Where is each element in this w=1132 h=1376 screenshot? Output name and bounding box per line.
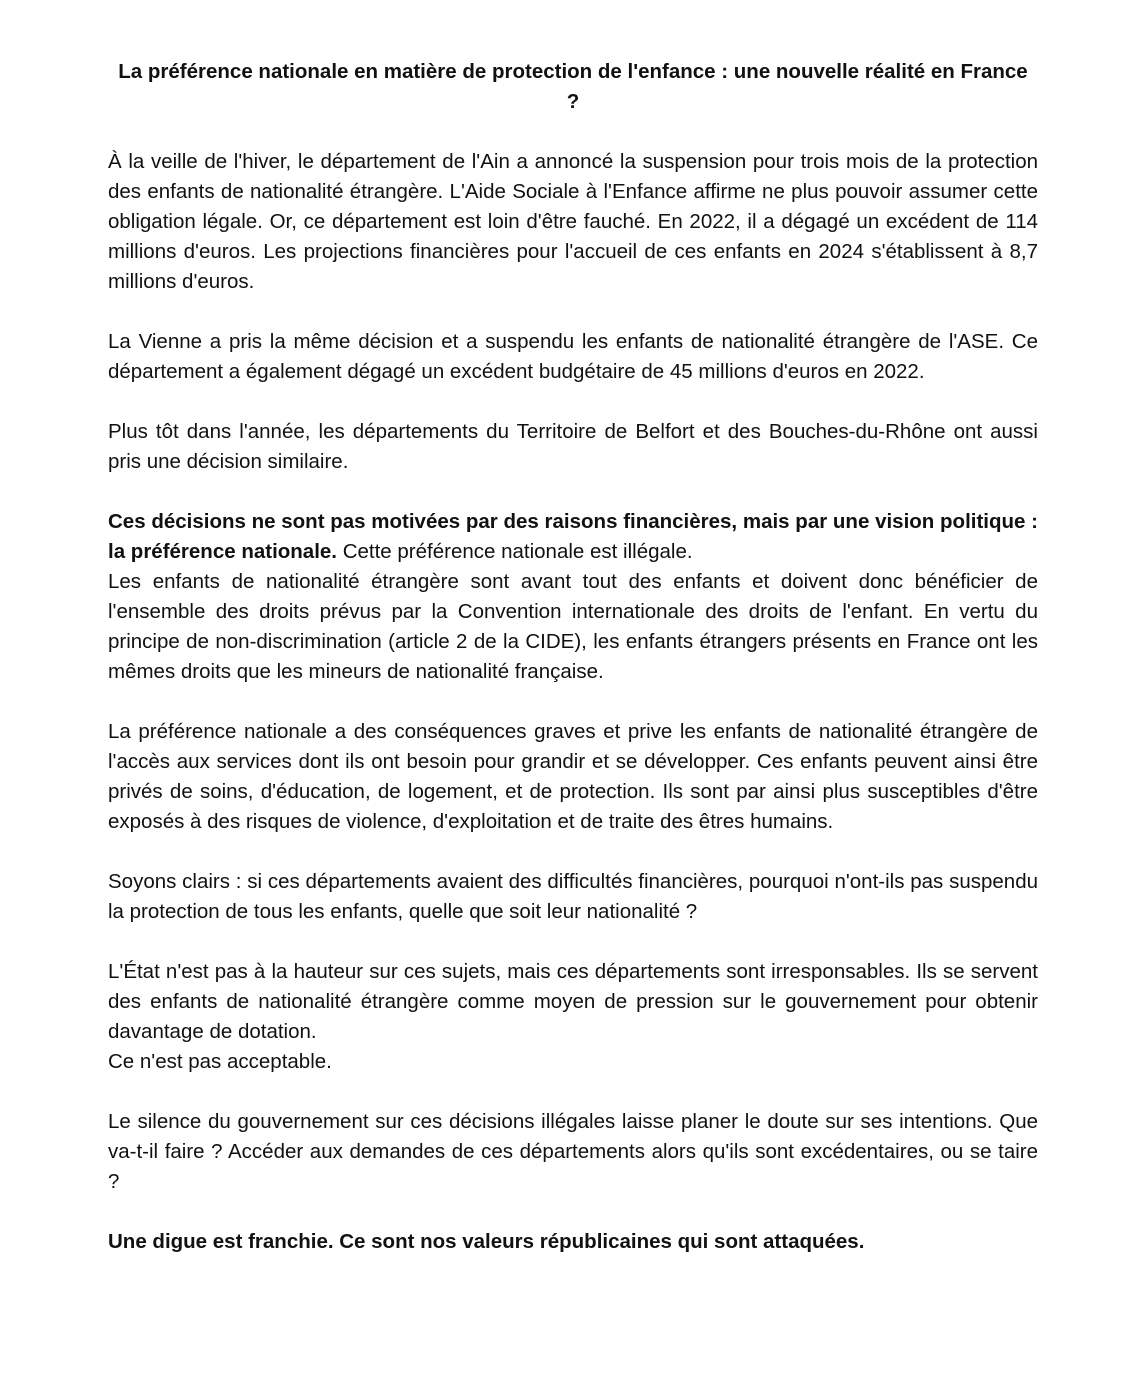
paragraph-consequences: La préférence nationale a des conséquences graves et prive les enfants de nationalité étrangère de l'accès aux services dont ils ont besoin pour grandir et se développer. Ces enfants peuvent ainsi être privés de soins, d'éducation, de logement, et de protection. Ils sont par ainsi plus susceptibles d'être exposés à des risques de violence, d'exploitation et de traite des êtres humains. bbox=[108, 720, 1038, 833]
normal-statement: Cette préférence nationale est illégale. bbox=[337, 540, 693, 563]
paragraph-etat bbox=[108, 957, 1038, 1077]
paragraph-silence: Le silence du gouvernement sur ces décisions illégales laisse planer le doute sur ses intentions. Que va-t-il faire ? Accéder aux demandes de ces départements alors qu'ils sont excédentaires, ou se taire ? bbox=[108, 1110, 1038, 1193]
paragraph-line-first bbox=[108, 507, 1038, 567]
closing-statement: Une digue est franchie. Ce sont nos valeurs républicaines qui sont attaquées. bbox=[108, 1230, 865, 1253]
paragraph-belfort: Plus tôt dans l'année, les départements du Territoire de Belfort et des Bouches-du-Rhône ont aussi pris une décision similaire. bbox=[108, 420, 1038, 473]
paragraph-soyons-clairs: Soyons clairs : si ces départements avaient des difficultés financières, pourquoi n'ont-ils pas suspendu la protection de tous les enfants, quelle que soit leur nationalité ? bbox=[108, 870, 1038, 923]
document-title: La préférence nationale en matière de protection de l'enfance : une nouvelle réalité en France ? bbox=[118, 60, 1028, 113]
paragraph-ain: À la veille de l'hiver, le département de l'Ain a annoncé la suspension pour trois mois de la protection des enfants de nationalité étrangère. L'Aide Sociale à l'Enfance affirme ne plus pouvoir assumer cette obligation légale. Or, ce département est loin d'être fauché. En 2022, il a dégagé un excédent de 114 millions d'euros. Les projections financières pour l'accueil de ces enfants en 2024 s'établissent à 8,7 millions d'euros. bbox=[108, 150, 1038, 293]
paragraph-line-first: L'État n'est pas à la hauteur sur ces sujets, mais ces départements sont irresponsables. Ils se servent des enfants de nationalité étrangère comme moyen de pression sur le gouvernement pour obtenir davantage de dotation. bbox=[108, 960, 1038, 1043]
document-page bbox=[108, 57, 1038, 1287]
paragraph-line-second: Les enfants de nationalité étrangère sont avant tout des enfants et doivent donc bénéficier de l'ensemble des droits prévus par la Convention internationale des droits de l'enfant. En vertu du principe de non-discrimination (article 2 de la CIDE), les enfants étrangers présents en France ont les mêmes droits que les mineurs de nationalité française. bbox=[108, 570, 1038, 683]
paragraph-preference-nationale bbox=[108, 507, 1038, 687]
paragraph-vienne: La Vienne a pris la même décision et a suspendu les enfants de nationalité étrangère de l'ASE. Ce département a également dégagé un excédent budgétaire de 45 millions d'euros en 2022. bbox=[108, 330, 1038, 383]
paragraph-line-second: Ce n'est pas acceptable. bbox=[108, 1050, 332, 1073]
bold-statement: Ces décisions ne sont pas motivées par des raisons financières, mais par une vision politique : la préférence nationale. bbox=[108, 510, 1038, 563]
